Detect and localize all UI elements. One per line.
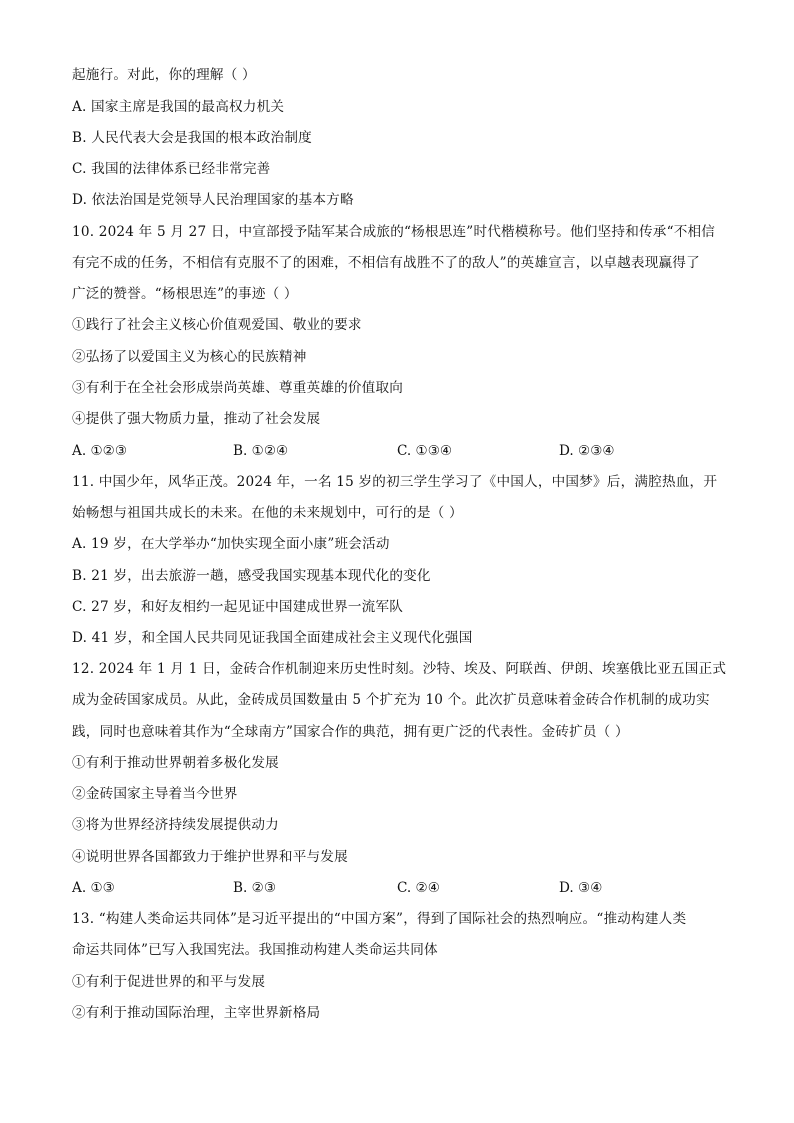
q11-option-c: C. 27 岁，和好友相约一起见证中国建成世界一流军队	[72, 599, 404, 615]
q13-stem-line-2: 命运共同体”已写入我国宪法。我国推动构建人类命运共同体	[72, 942, 438, 958]
q9-option-a: A. 国家主席是我国的最高权力机关	[72, 99, 285, 115]
q10-item-2: ②弘扬了以爱国主义为核心的民族精神	[72, 349, 307, 365]
q9-option-c: C. 我国的法律体系已经非常完善	[72, 161, 271, 177]
q10-item-1: ①践行了社会主义核心价值观爱国、敬业的要求	[72, 317, 362, 333]
q13-stem-line-1: 13. “构建人类命运共同体”是习近平提出的“中国方案”，得到了国际社会的热烈响应。“推动构建人类	[72, 911, 687, 927]
q13-item-1: ①有利于促进世界的和平与发展	[72, 974, 266, 990]
q12-stem-line-1: 12. 2024 年 1 月 1 日，金砖合作机制迎来历史性时刻。沙特、埃及、阿联酋、伊朗、埃塞俄比亚五国正式	[72, 661, 727, 677]
q11-option-a: A. 19 岁，在大学举办“加快实现全面小康”班会活动	[72, 536, 390, 552]
q10-stem-line-1: 10. 2024 年 5 月 27 日，中宣部授予陆军某合成旅的“杨根思连”时代楷模称号。他们坚持和传承“不相信	[72, 224, 716, 240]
q12-option-d: D. ③④	[559, 880, 603, 896]
q10-stem-line-2: 有完不成的任务，不相信有克服不了的困难，不相信有战胜不了的敌人”的英雄宣言，以卓越表现赢得了	[72, 255, 700, 271]
q9-option-b: B. 人民代表大会是我国的根本政治制度	[72, 130, 312, 146]
q10-stem-line-3: 广泛的赞誉。“杨根思连”的事迹（ ）	[72, 286, 298, 302]
q10-item-3: ③有利于在全社会形成崇尚英雄、尊重英雄的价值取向	[72, 380, 404, 396]
q12-stem-line-3: 践，同时也意味着其作为“全球南方”国家合作的典范，拥有更广泛的代表性。金砖扩员（ ）	[72, 724, 629, 740]
q11-option-b: B. 21 岁，出去旅游一趟，感受我国实现基本现代化的变化	[72, 568, 431, 584]
q10-option-b: B. ①②④	[233, 443, 289, 459]
q12-item-4: ④说明世界各国都致力于维护世界和平与发展	[72, 849, 348, 865]
q12-item-1: ①有利于推动世界朝着多极化发展	[72, 755, 279, 771]
q10-option-d: D. ②③④	[559, 443, 615, 459]
q10-option-a: A. ①②③	[72, 443, 128, 459]
q12-option-a: A. ①③	[72, 880, 115, 896]
q11-stem-line-2: 始畅想与祖国共成长的未来。在他的未来规划中，可行的是（ ）	[72, 505, 463, 521]
q11-option-d: D. 41 岁，和全国人民共同见证我国全面建成社会主义现代化强国	[72, 630, 473, 646]
q11-stem-line-1: 11. 中国少年，风华正茂。2024 年，一名 15 岁的初三学生学习了《中国人，中国梦》后，满腔热血，开	[72, 474, 718, 490]
q12-item-3: ③将为世界经济持续发展提供动力	[72, 817, 279, 833]
q12-option-c: C. ②④	[397, 880, 440, 896]
q12-stem-line-2: 成为金砖国家成员。从此，金砖成员国数量由 5 个扩充为 10 个。此次扩员意味着金砖合作机制的成功实	[72, 692, 710, 708]
q9-stem-tail: 起施行。对此，你的理解（ ）	[72, 67, 256, 83]
q10-option-c: C. ①③④	[397, 443, 453, 459]
q13-item-2: ②有利于推动国际治理，主宰世界新格局	[72, 1005, 321, 1021]
q12-option-b: B. ②③	[233, 880, 277, 896]
q9-option-d: D. 依法治国是党领导人民治理国家的基本方略	[72, 192, 354, 208]
q10-item-4: ④提供了强大物质力量，推动了社会发展	[72, 411, 321, 427]
q12-item-2: ②金砖国家主导着当今世界	[72, 786, 238, 802]
